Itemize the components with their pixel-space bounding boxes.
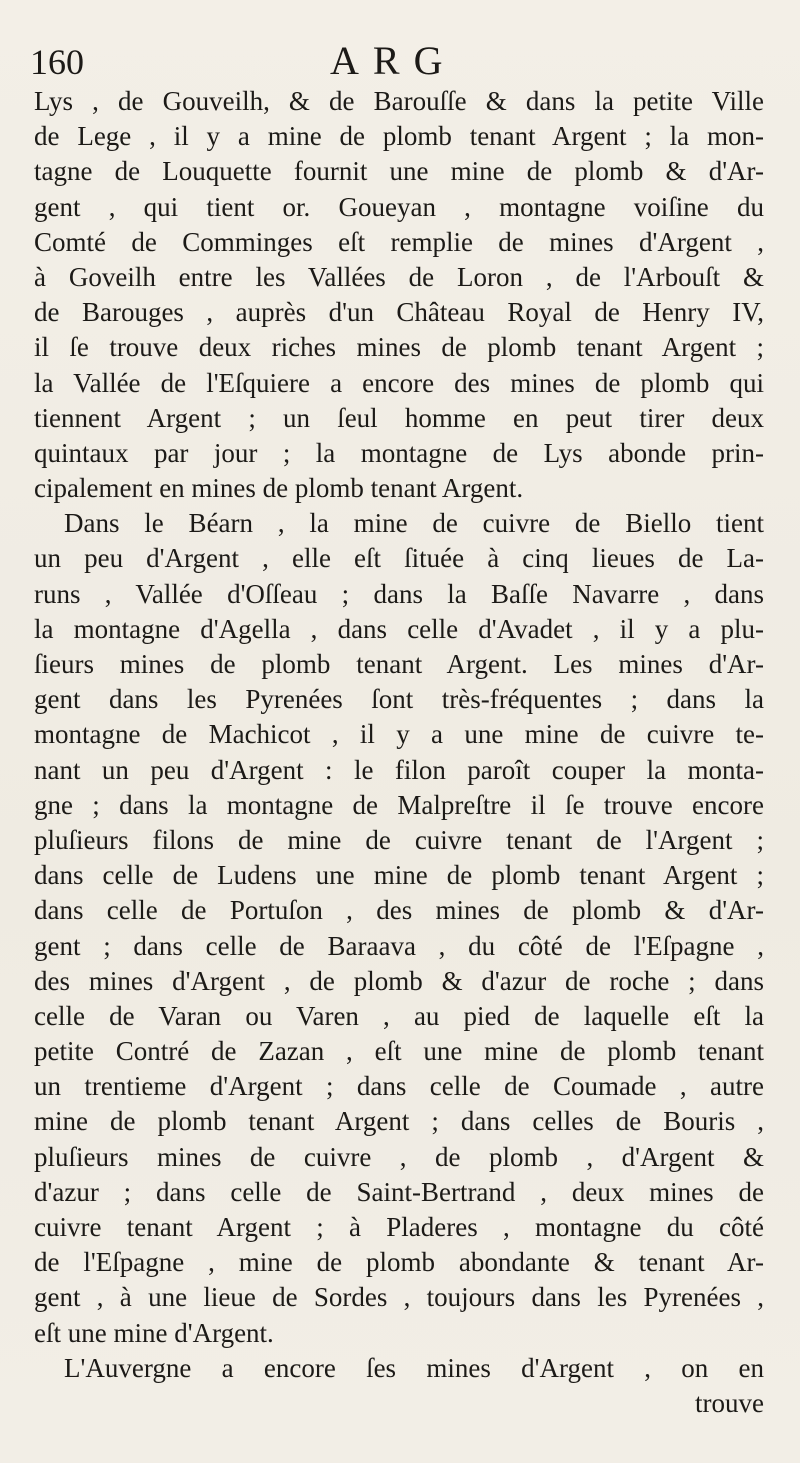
text-line: ſieurs mines de plomb tenant Argent. Les mines d'Ar- — [34, 649, 764, 679]
text-line: celle de Varan ou Varen , au pied de laquelle eſt la — [34, 1000, 764, 1031]
text-line: gent , qui tient or. Goueyan , montagne voiſine du — [34, 191, 764, 222]
paragraph-3 — [34, 1351, 764, 1421]
text-line: dans celle de Portuſon , des mines de plomb & d'Ar- — [34, 895, 764, 926]
text-line: de Barouges , auprès d'un Château Royal de Henry IV, — [34, 297, 764, 328]
page-number: 160 — [30, 42, 84, 82]
text-line: runs , Vallée d'Oſſeau ; dans la Baſſe Navarre , dans — [34, 578, 764, 609]
paragraph-2 — [34, 506, 764, 1351]
page-header — [0, 36, 800, 84]
body-text — [34, 84, 764, 1421]
text-line: gent dans les Pyrenées ſont très-fréquentes ; dans la — [34, 684, 764, 715]
text-line: gne ; dans la montagne de Malpreſtre il ſe trouve encore — [34, 789, 764, 820]
text-line: d'azur ; dans celle de Saint-Bertrand , deux mines de — [34, 1176, 764, 1207]
text-line: un trentieme d'Argent ; dans celle de Coumade , autre — [34, 1071, 764, 1102]
text-line: à Goveilh entre les Vallées de Loron , de l'Arbouſt & — [34, 261, 764, 292]
text-line: pluſieurs mines de cuivre , de plomb , d'Argent & — [34, 1141, 764, 1172]
text-line: dans celle de Ludens une mine de plomb tenant Argent ; — [34, 860, 764, 891]
text-line: eſt une mine d'Argent. — [34, 1317, 274, 1348]
catchword: trouve — [695, 1387, 764, 1418]
text-line: un peu d'Argent , elle eſt ſituée à cinq lieues de La- — [34, 543, 764, 574]
text-line: cuivre tenant Argent ; à Pladeres , montagne du côté — [34, 1212, 764, 1242]
text-line: la montagne d'Agella , dans celle d'Avadet , il y a plu- — [34, 613, 764, 644]
text-line: petite Contré de Zazan , eſt une mine de plomb tenant — [34, 1036, 764, 1067]
text-line: la Vallée de l'Eſquiere a encore des mines de plomb qui — [34, 367, 764, 398]
text-line: montagne de Machicot , il y a une mine de cuivre te- — [34, 719, 764, 750]
text-line: Lys , de Gouveilh, & de Barouſſe & dans la petite Ville — [34, 86, 764, 116]
text-line: mine de plomb tenant Argent ; dans celles de Bouris , — [34, 1106, 764, 1137]
text-line: Comté de Comminges eſt remplie de mines d'Argent , — [34, 226, 764, 257]
text-line: nant un peu d'Argent : le filon paroît couper la monta- — [34, 754, 764, 785]
text-line: pluſieurs filons de mine de cuivre tenant de l'Argent ; — [34, 824, 764, 855]
text-line: gent , à une lieue de Sordes , toujours dans les Pyrenées , — [34, 1282, 764, 1313]
text-line: gent ; dans celle de Baraava , du côté de l'Eſpagne , — [34, 930, 764, 961]
text-line: de Lege , il y a mine de plomb tenant Argent ; la mon- — [34, 121, 764, 152]
text-line: cipalement en mines de plomb tenant Argent. — [34, 473, 524, 504]
text-line: des mines d'Argent , de plomb & d'azur de roche ; dans — [34, 965, 764, 996]
text-line: tagne de Louquette fournit une mine de plomb & d'Ar- — [34, 156, 764, 187]
text-line: L'Auvergne a encore ſes mines d'Argent , on en — [64, 1352, 764, 1383]
text-line: de l'Eſpagne , mine de plomb abondante & tenant Ar- — [34, 1247, 764, 1278]
running-head: ARG — [330, 38, 457, 83]
text-line: quintaux par jour ; la montagne de Lys abonde prin- — [34, 437, 764, 468]
text-line: il ſe trouve deux riches mines de plomb tenant Argent ; — [34, 332, 764, 363]
paragraph-1 — [34, 84, 764, 506]
text-line: Dans le Béarn , la mine de cuivre de Biello tient — [64, 508, 764, 539]
text-line: tiennent Argent ; un ſeul homme en peut tirer deux — [34, 402, 764, 433]
